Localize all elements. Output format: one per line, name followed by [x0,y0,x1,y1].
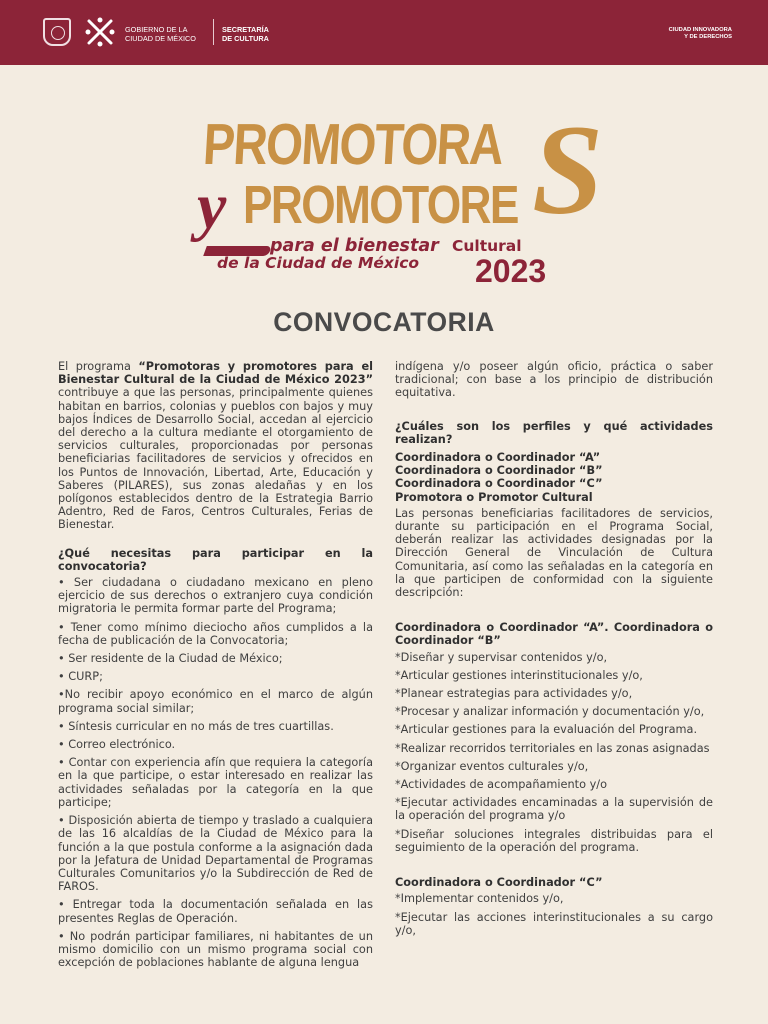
activity-item: *Ejecutar las acciones interinstitucionales a su cargo y/o, [395,910,713,937]
requirement-item: • Entregar toda la documentación señalada en las presentes Reglas de Operación. [58,898,373,925]
c-heading: Coordinadora o Coordinador “C” [395,876,603,890]
title-subtitle-cultural: Cultural [452,237,522,255]
profile-item: Coordinadora o Coordinador “A” [395,451,601,465]
left-column [58,360,373,969]
profile-item: Promotora o Promotor Cultural [395,490,593,504]
title-year: 2023 [475,253,547,289]
gov-line-1: GOBIERNO DE LA [125,25,188,34]
cdmx-shield-icon [43,18,71,46]
activity-item: *Diseñar soluciones integrales distribuidas para el seguimiento de la operación del programa. [395,827,713,854]
requirement-item: • Ser residente de la Ciudad de México; [58,652,283,666]
city-line-1: CIUDAD INNOVADORA [668,27,732,33]
gov-line-2: CIUDAD DE MÉXICO [125,34,196,43]
activity-item: *Ejecutar actividades encaminadas a la supervisión de la operación del programa y/o [395,796,713,823]
right-column [395,360,713,937]
title-y: y [197,170,227,243]
activity-item: *Procesar y analizar información y documentación y/o, [395,705,705,719]
requirement-item: • Tener como mínimo dieciocho años cumplidos a la fecha de publicación de la Convocatoria; [58,620,373,647]
program-title [195,99,604,293]
city-line-2: Y DE DERECHOS [684,34,732,40]
program-name: “Promotoras y promotores para el Bienestar Cultural de la Ciudad de México 2023” [58,360,373,387]
requirement-item: • Ser ciudadana o ciudadano mexicano en pleno ejercicio de sus derechos o extranjero cuya condición migratoria le permita formar parte del Programa; [58,576,373,616]
requirement-item: • CURP; [58,670,103,684]
activity-item: *Realizar recorridos territoriales en las zonas asignadas [395,741,710,755]
activity-item: *Implementar contenidos y/o, [395,892,564,906]
title-subtitle-2: de la Ciudad de México [217,254,420,272]
activity-item: *Articular gestiones para la evaluación del Programa. [395,723,698,737]
header-separator [213,19,214,45]
activity-item: *Organizar eventos culturales y/o, [395,759,589,773]
title-line-1: PROMOTORA [201,112,505,177]
activity-item: *Diseñar y supervisar contenidos y/o, [395,650,608,664]
header-bar [0,0,768,65]
requirement-item: • Contar con experiencia afín que requiera la categoría en la que participe, o estar interesado en realizar las actividades señaladas por la categoría en la que participe; [58,756,373,809]
intro-text-a: El programa [58,360,139,373]
ab-heading: Coordinadora o Coordinador “A”. Coordinadora o Coordinador “B” [395,621,713,648]
profile-item: Coordinadora o Coordinador “B” [395,464,603,478]
requirement-item: • Disposición abierta de tiempo y traslado a cualquiera de las 16 alcaldías de la Ciudad de México para la función a la que postula conforme a la asignación dada por la Jefatura de Unidad Departamental de Programas Culturales Comunitarios y/o la Subdirección de Red de FAROS. [58,814,373,894]
requirement-item: • Síntesis curricular en no más de tres cuartillas. [58,719,334,733]
requirement-item: • No podrán participar familiares, ni habitantes de un mismo domicilio con un mismo programa social con excepción de poblaciones hablante de alguna lengua [58,929,373,970]
profile-item: Coordinadora o Coordinador “C” [395,477,603,491]
activity-item: *Articular gestiones interinstitucionales y/o, [395,668,643,682]
continuation-paragraph: indígena y/o poseer algún oficio, práctica o saber tradicional; con base a los principio de distribución equitativa. [395,360,713,400]
description-paragraph: Las personas beneficiarias facilitadores de servicios, durante su participación en el Programa Social, deberán realizar las actividades designadas por la Dirección General de Vinculación de Cultura Comunitaria, así como las señaladas en la categoría en la que participen de conformidad con la siguiente descripción: [395,506,713,600]
title-line-2: PROMOTORE [243,175,518,235]
title-big-s: S [532,99,604,241]
title-subtitle-1: para el bienestar [270,236,439,256]
cdmx-logo-icon [84,16,116,48]
sec-line-2: DE CULTURA [222,34,269,43]
secretariat-name [222,25,302,43]
sec-line-1: SECRETARÍA [222,25,269,34]
requirement-item: •No recibir apoyo económico en el marco de algún programa social similar; [58,688,373,715]
activity-item: *Actividades de acompañamiento y/o [395,778,607,792]
requirement-item: • Correo electrónico. [58,738,176,752]
city-slogan [669,27,732,41]
activity-item: *Planear estrategias para actividades y/o, [395,687,633,701]
government-name [125,25,215,43]
convocatoria-heading: CONVOCATORIA [273,307,495,337]
profiles-question: ¿Cuáles son los perfiles y qué actividades realizan? [395,419,713,446]
intro-paragraph [58,360,373,532]
intro-text-b: contribuye a que las personas, principalmente quienes habitan en barrios, colonias y pueblos con bajos y muy bajos Índices de Desarrollo Social, accedan al ejercicio del derecho a la cultura mediante el otorgamiento de servicios culturales, proporcionadas por personas beneficiarias facilitadores de servicios y ofrecidos en los Puntos de Innovación, Libertad, Arte, Educación y Saberes (PILARES), sus zonas aledañas y en los polígonos establecidos dentro de la Estrategia Barrio Adentro, Red de Faros, Centros Culturales, Ferias de Bienestar. [58,386,373,532]
requirements-question: ¿Qué necesitas para participar en la convocatoria? [58,546,373,573]
